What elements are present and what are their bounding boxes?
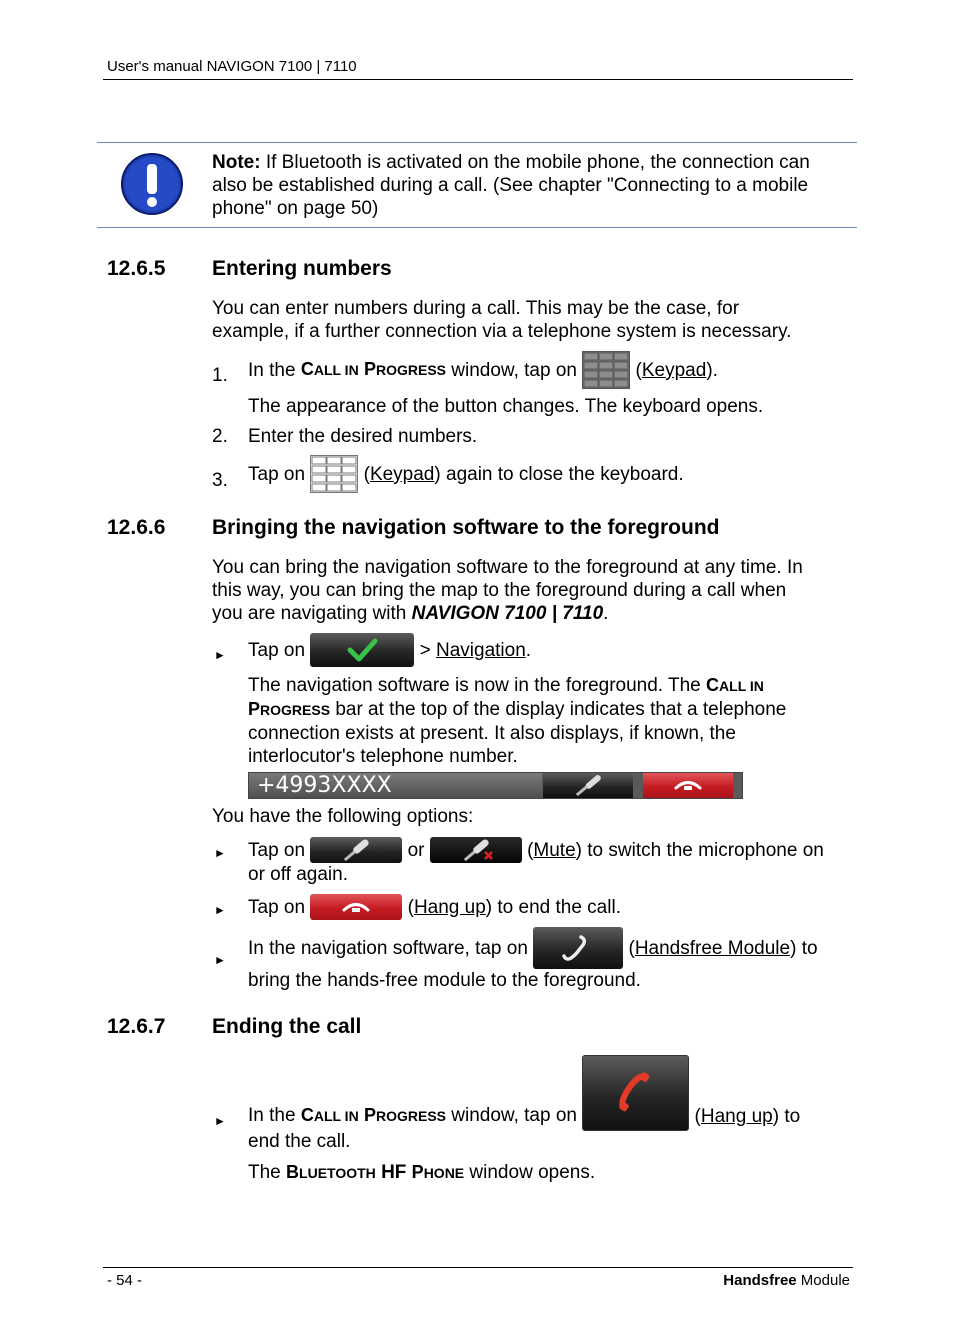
step-2-number: 2. xyxy=(212,426,228,447)
footer-section-rest: Module xyxy=(800,1272,850,1289)
desc-line-1: The navigation software is now in the foreground. The xyxy=(248,675,701,696)
opt2-text-a: Tap on xyxy=(248,896,306,918)
step-3: Tap on ( Keypad ) again to close the keyboard. xyxy=(248,455,684,493)
opt3-text-c: bring the hands-free module to the foreground. xyxy=(248,970,641,991)
sc: P xyxy=(411,1162,424,1182)
hang-up-link: Hang up xyxy=(700,1106,773,1127)
note-label: Note: xyxy=(212,152,261,173)
microphone-icon[interactable] xyxy=(543,773,633,798)
opt1-text-a: Tap on xyxy=(248,839,306,861)
opt3-text-a: In the navigation software, tap on xyxy=(248,937,528,959)
handsfree-module-link: Handsfree Module xyxy=(634,937,791,959)
sec1-para-line-2: example, if a further connection via a telephone system is necessary. xyxy=(212,321,792,342)
sc: ROGRESS xyxy=(375,1108,446,1124)
opt1-or: or xyxy=(407,839,425,861)
bullet-icon: ► xyxy=(214,1114,226,1128)
note-top-rule xyxy=(97,142,857,143)
bullet-icon: ► xyxy=(214,846,226,860)
end-call-text-c: to xyxy=(784,1106,801,1127)
bar-number-area xyxy=(249,773,542,798)
desc-line-2: bar at the top of the display indicates that a telephone xyxy=(335,699,787,720)
gt-symbol: > xyxy=(419,639,431,661)
section-number-1266: 12.6.6 xyxy=(107,516,166,539)
running-header: User's manual NAVIGON 7100 | 7110 xyxy=(107,58,357,75)
note-bottom-rule xyxy=(97,227,857,228)
bullet-icon: ► xyxy=(214,903,226,917)
bullet-icon: ► xyxy=(214,648,226,662)
section-number-1265: 12.6.5 xyxy=(107,257,166,280)
section-title-ending-call: Ending the call xyxy=(212,1015,362,1038)
bullet-navigation: Tap on > Navigation . xyxy=(248,632,531,668)
options-intro: You have the following options: xyxy=(212,806,474,827)
sc: P xyxy=(363,359,376,379)
sec1-para-line-1: You can enter numbers during a call. This may be the case, for xyxy=(212,298,740,319)
end-call-text-d: end the call. xyxy=(248,1131,351,1152)
check-button-icon[interactable] xyxy=(310,633,414,667)
section-title-entering-numbers: Entering numbers xyxy=(212,257,392,280)
opt1-text-b: to switch the microphone on xyxy=(587,839,824,861)
sc: P xyxy=(363,1105,376,1125)
desc-line-4: interlocutor's telephone number. xyxy=(248,746,518,767)
result-text-b: window opens. xyxy=(469,1162,596,1183)
option-hang-up: Tap on ( Hang up ) to end the call. xyxy=(248,893,621,921)
sc: ROGRESS xyxy=(375,362,446,378)
bullet-1-text: Tap on xyxy=(248,639,306,661)
bullet-end-call xyxy=(248,1055,800,1131)
page-number: - 54 - xyxy=(107,1272,143,1289)
header-rule xyxy=(103,79,853,80)
sc: ALL IN xyxy=(313,1108,359,1124)
sec2-para-line-3a: you are navigating with xyxy=(212,603,407,624)
hang-up-icon[interactable] xyxy=(643,773,733,798)
result-text xyxy=(248,1161,595,1185)
sec2-paragraph xyxy=(212,556,852,625)
section-title-foreground: Bringing the navigation software to the foreground xyxy=(212,516,720,539)
note-line-3: phone" on page 50) xyxy=(212,198,379,219)
handsfree-module-icon[interactable] xyxy=(533,927,623,969)
hang-up-link: Hang up xyxy=(413,896,486,918)
keypad-link: Keypad xyxy=(641,359,707,381)
exclamation-icon xyxy=(120,152,184,216)
desc-line-3: connection exists at present. It also displays, if known, the xyxy=(248,723,736,744)
sec2-description xyxy=(248,674,848,768)
option-handsfree: In the navigation software, tap on ( Handsfree Module ) to xyxy=(248,926,818,970)
sec2-para-line-1: You can bring the navigation software to the foreground at any time. In xyxy=(212,557,803,578)
bullet-icon: ► xyxy=(214,953,226,967)
keypad-button-icon[interactable] xyxy=(582,351,630,389)
step-1-note: The appearance of the button changes. The keyboard opens. xyxy=(248,396,764,417)
sc: ALL IN xyxy=(719,678,764,694)
opt3-text-b: to xyxy=(801,937,818,959)
bar-phone-number: +4993XXXX xyxy=(257,773,392,798)
step-3-text-b: again to close the keyboard. xyxy=(446,463,684,485)
step-3-number: 3. xyxy=(212,470,228,491)
sc: P xyxy=(248,699,261,719)
product-name: NAVIGON 7100 | 7110 xyxy=(411,603,604,624)
hang-up-icon[interactable] xyxy=(310,894,402,920)
end-call-text-b: window, tap on xyxy=(451,1105,577,1126)
section-number-1267: 12.6.7 xyxy=(107,1015,166,1038)
step-1-text-b: window, tap on xyxy=(451,359,577,381)
step-3-text-a: Tap on xyxy=(248,463,306,485)
opt1-text-c: or off again. xyxy=(248,864,349,885)
result-text-a: The xyxy=(248,1162,281,1183)
footer-rule xyxy=(103,1267,853,1268)
end-call-text-a: In the xyxy=(248,1105,296,1126)
navigation-link: Navigation xyxy=(436,639,526,661)
footer-section xyxy=(723,1272,850,1289)
sc: LUETOOTH xyxy=(299,1165,376,1181)
keypad-button-icon[interactable] xyxy=(310,455,358,493)
sec2-para-line-2: this way, you can bring the map to the foreground during a call when xyxy=(212,580,787,601)
sc: C xyxy=(706,675,720,695)
microphone-on-icon[interactable] xyxy=(310,837,402,863)
microphone-off-icon[interactable] xyxy=(430,837,522,863)
sc: HONE xyxy=(423,1165,465,1181)
sec2-para-line-3: you are navigating with NAVIGON 7100 | 7110. xyxy=(212,603,609,624)
footer-section-bold: Handsfree xyxy=(723,1272,797,1289)
step-1-text-a: In the xyxy=(248,359,296,381)
call-in-progress-bar xyxy=(248,772,743,799)
end-call-link-wrap: (Hang up) to xyxy=(689,1106,801,1127)
note-text xyxy=(212,151,852,220)
step-2: Enter the desired numbers. xyxy=(248,426,478,447)
step-1-number: 1. xyxy=(212,365,228,386)
note-line-1: If Bluetooth is activated on the mobile phone, the connection can xyxy=(265,152,810,173)
end-call-text xyxy=(248,1104,582,1128)
note-line-2: also be established during a call. (See chapter "Connecting to a mobile xyxy=(212,175,809,196)
opt2-text-b: to end the call. xyxy=(497,896,621,918)
mute-link: Mute xyxy=(533,839,576,861)
sc: C xyxy=(300,359,314,379)
sc: C xyxy=(300,1105,314,1125)
sc: HF xyxy=(381,1162,407,1183)
sc: ALL IN xyxy=(313,362,359,378)
keypad-link: Keypad xyxy=(369,463,435,485)
sc: ROGRESS xyxy=(260,702,331,718)
option-mute: Tap on or ( Mute ) to switch the microphone on xyxy=(248,836,824,864)
sec1-paragraph xyxy=(212,297,852,343)
step-1: In the CALL IN PROGRESS window, tap on ( Keypad ). xyxy=(248,350,718,390)
hang-up-icon[interactable] xyxy=(582,1055,689,1131)
sc: B xyxy=(286,1162,300,1182)
